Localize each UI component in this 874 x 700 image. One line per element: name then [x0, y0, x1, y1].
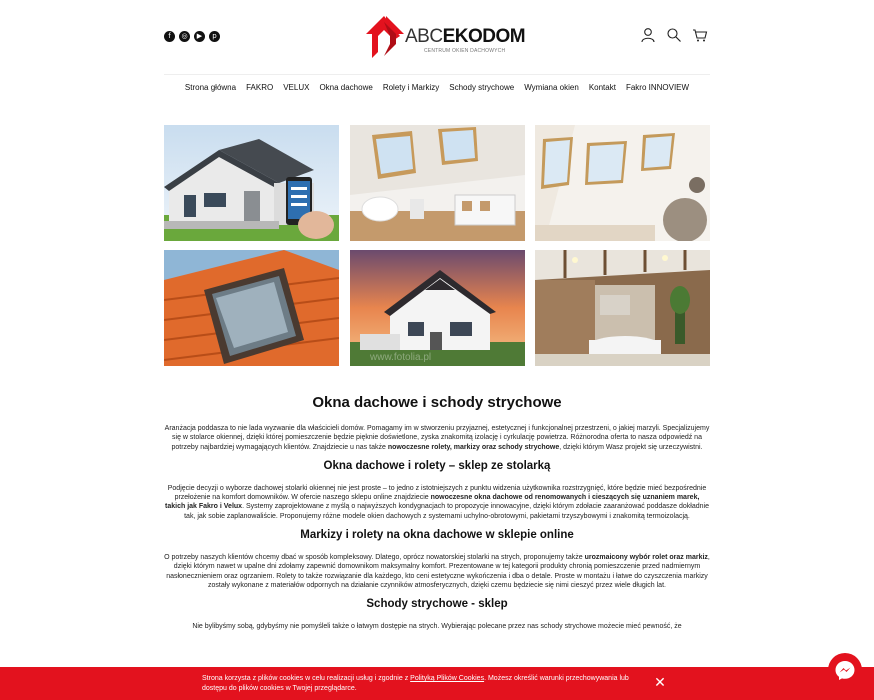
gallery-image-bright-attic[interactable] — [535, 125, 710, 241]
cookie-banner — [0, 667, 874, 700]
pinterest-icon[interactable]: p — [209, 31, 220, 42]
gallery-image-roof-window[interactable] — [164, 250, 339, 366]
close-icon[interactable]: ✕ — [654, 675, 666, 691]
nav-item-home[interactable]: Strona główna — [184, 83, 237, 92]
section-heading-stairs: Schody strychowe - sklep — [366, 598, 508, 611]
search-icon[interactable] — [666, 27, 682, 43]
youtube-icon[interactable]: ▶ — [194, 31, 205, 42]
nav-item-roof-windows[interactable]: Okna dachowe — [319, 83, 373, 92]
main-nav — [164, 83, 710, 92]
instagram-icon[interactable]: ◎ — [179, 31, 190, 42]
logo-subtitle: CENTRUM OKIEN DACHOWYCH — [424, 48, 506, 54]
gallery-image-attic-bathroom[interactable] — [535, 250, 710, 366]
header-actions — [640, 27, 708, 43]
blinds-paragraph: O potrzeby naszych klientów chcemy dbać w sposób kompleksowy. Dlatego, oprócz nowatorskiej stolarki na strych, proponujemy także urozmaicony wybór rolet oraz markiz, dzięki którym nawet w upalne dni zdołamy zapewnić domownikom maksymalny komfort. Prezentowane w tej kategorii produkty chronią pomieszczenie przed nadmiernym nasłonecznieniem oraz ogrzaniem. Rolety to także rozwiązanie dla każdego, kto ceni estetyczne wykończenia i dba o detale. Proste w montażu i łatwe do czyszczenia markizy zostały wykonane z materiałów odpornych na działanie czynników atmosferycznych, dzięki czemu będziecie się nimi cieszyć przez wiele długich lat. — [164, 554, 710, 589]
intro-paragraph: Aranżacja poddasza to nie lada wyzwanie dla właścicieli domów. Pomagamy im w stworzeniu przyjaznej, estetycznej i funkcjonalnej przestrzeni, o jakiej marzyli. Specjalizujemy się w stolarce okiennej, dzięki której pomieszczenie będzie pięknie doświetlone, zyska znakomitą izolację i cyrkulację powietrza. Różnorodna oferta to nasza odpowiedź na potrzeby najbardziej wymagających klientów. Znajdziecie u nas także nowoczesne rolety, markizy oraz schody strychowe, dzięki którym Wasz projekt się urzeczywistni. — [164, 425, 710, 451]
gallery-image-house-sunset[interactable] — [350, 250, 525, 366]
cart-icon[interactable] — [692, 27, 708, 43]
stairs-paragraph: Nie bylibyśmy sobą, gdybyśmy nie pomyśleli także o łatwym dostępie na strych. Wybierając polecane przez nas schody strychowe możecie mieć pewność, że — [192, 623, 682, 631]
nav-item-fakro[interactable]: FAKRO — [246, 83, 274, 92]
logo-text: ABCEKODOM — [405, 26, 526, 47]
section-heading-windows: Okna dachowe i rolety – sklep ze stolarką — [323, 459, 551, 472]
main-content — [164, 394, 710, 632]
cookie-text: Strona korzysta z plików cookies w celu realizacji usług i zgodnie z Polityką Plików Cookies. Możesz określić warunki przechowywania lub dostępu do plików cookies w Twojej przeglądarce. — [202, 675, 629, 692]
facebook-icon[interactable]: f — [164, 31, 175, 42]
logo[interactable] — [364, 14, 526, 60]
messenger-chat-button[interactable] — [828, 653, 862, 687]
header-divider — [164, 74, 710, 75]
section-heading-blinds: Markizy i rolety na okna dachowe w sklepie online — [300, 529, 574, 542]
gallery-image-smart-house[interactable] — [164, 125, 339, 241]
cookie-policy-link[interactable]: Polityką Plików Cookies — [410, 675, 485, 682]
user-icon[interactable] — [640, 27, 656, 43]
site-header — [0, 0, 874, 76]
messenger-icon — [828, 653, 862, 687]
nav-item-blinds[interactable]: Rolety i Markizy — [382, 83, 440, 92]
watermark-text: www.fotolia.pl — [370, 352, 432, 363]
nav-item-contact[interactable]: Kontakt — [588, 83, 616, 92]
nav-item-velux[interactable]: VELUX — [283, 83, 310, 92]
windows-paragraph: Podjęcie decyzji o wyborze dachowej stolarki okiennej nie jest proste – to jedno z istotniejszych z punktu widzenia użytkownika rozstrzygnięć, które będzie mieć bezpośrednie przełożenie na komfort domowników. W ofercie naszego sklepu online znajdziecie nowoczesne okna dachowe od renomowanych i cieszących się uznaniem marek, takich jak Fakro i Velux. Systemy zaprojektowane z myślą o najwyższych kondygnacjach to propozycje innowacyjne, dzięki którym zdołacie zaaranżować poddasze dokładnie tak, jak sobie zaplanowaliście. Proponujemy różne modele okien dachowych z systemami uchylno-obrotowymi, pakietami trzyszybowymi i znakomitą termoizolacją. — [165, 484, 709, 520]
page-title: Okna dachowe i schody strychowe — [312, 394, 562, 411]
nav-item-attic-stairs[interactable]: Schody strychowe — [449, 83, 515, 92]
social-links — [164, 31, 220, 42]
nav-item-window-replacement[interactable]: Wymiana okien — [524, 83, 579, 92]
logo-house-icon — [364, 14, 408, 60]
gallery-image-attic-room[interactable] — [350, 125, 525, 241]
nav-item-fakro-innoview[interactable]: Fakro INNOVIEW — [625, 83, 690, 92]
